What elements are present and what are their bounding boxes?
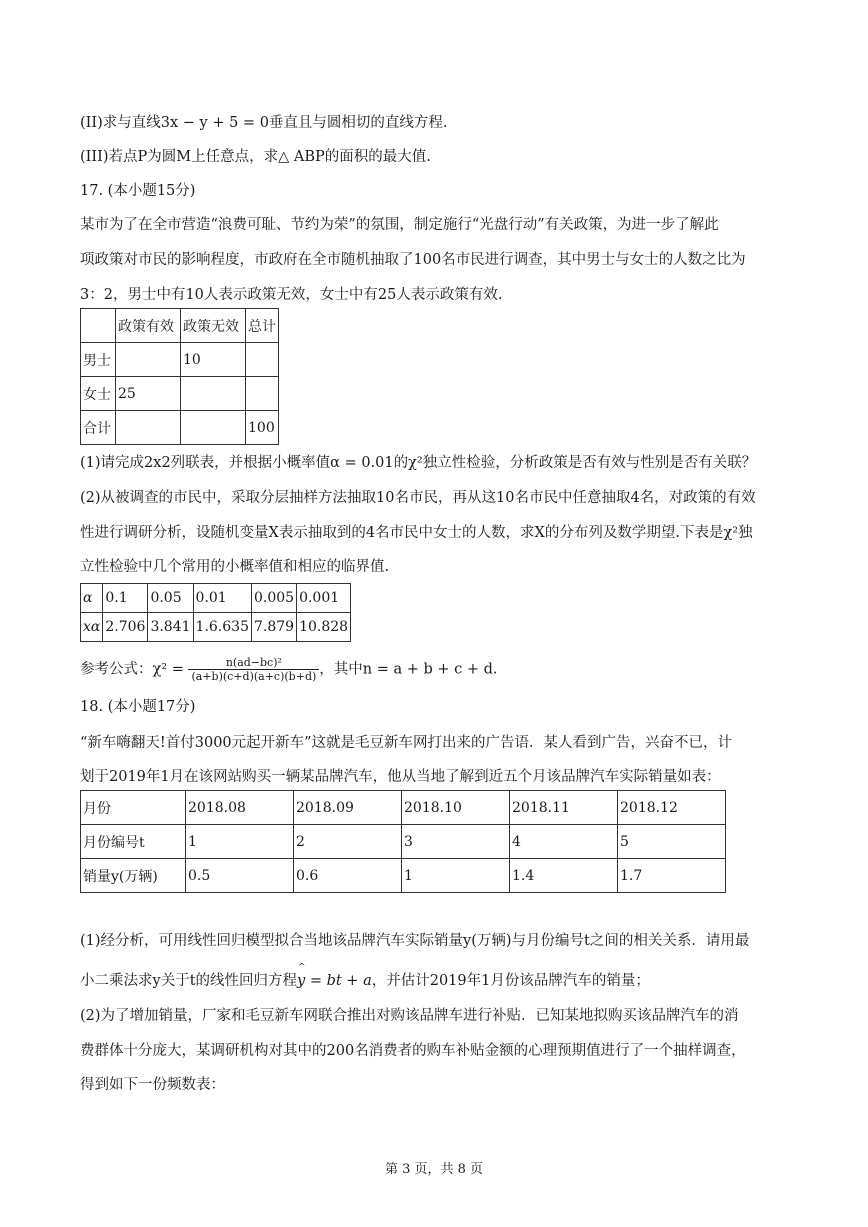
table-cell: 2.706	[103, 613, 148, 642]
table-cell	[81, 309, 116, 343]
table-cell: 1.4	[510, 859, 618, 893]
table-cell: 2018.12	[618, 791, 726, 825]
sub1-text-b: ，并估计2019年1月份该品牌汽车的销量；	[371, 973, 650, 989]
table-row	[81, 584, 351, 613]
table-row	[81, 377, 279, 411]
q17-sub2-line3: 立性检验中几个常用的小概率值和相应的临界值.	[80, 559, 390, 575]
table-cell: 0.001	[297, 584, 351, 613]
table-cell: 月份	[81, 791, 186, 825]
q18-paragraph-line1: “新车嗨翻天!首付3000元起开新车”这就是毛豆新车网打出来的广告语．某人看到广告，兴奋不已，计	[80, 735, 733, 751]
formula-fraction	[188, 656, 319, 683]
table-cell: 100	[246, 411, 279, 445]
table-cell: 0.6	[294, 859, 402, 893]
table-cell: 0.5	[186, 859, 294, 893]
q18-sub2-line1: (2)为了增加销量，厂家和毛豆新车网联合推出对购该品牌车进行补贴．已知某地拟购买该品牌汽车的消	[80, 1008, 739, 1024]
q18-paragraph-line2: 划于2019年1月在该网站购买一辆某品牌汽车，他从当地了解到近五个月该品牌汽车实际销量如表：	[80, 769, 721, 785]
q17-heading: 17. (本小题15分)	[80, 183, 196, 199]
q18-sub1-line1: (1)经分析，可用线性回归模型拟合当地该品牌汽车实际销量y(万辆)与月份编号t之间的相关关系．请用最	[80, 933, 750, 949]
table-cell: 4	[510, 825, 618, 859]
table-row	[81, 859, 726, 893]
contingency-table	[80, 308, 279, 445]
table-cell: 7.879	[251, 613, 296, 642]
table-cell: 5	[618, 825, 726, 859]
sales-table	[80, 790, 726, 893]
table-cell: 25	[116, 377, 181, 411]
table-cell: 2018.08	[186, 791, 294, 825]
q16-part3: (III)若点P为圆M上任意点，求△ ABP的面积的最大值.	[80, 149, 431, 165]
table-cell	[116, 411, 181, 445]
formula-prefix: 参考公式：χ² =	[80, 661, 189, 678]
table-cell: 0.05	[148, 584, 193, 613]
table-cell: 2	[294, 825, 402, 859]
table-cell: 男士	[81, 343, 116, 377]
table-cell: 3	[402, 825, 510, 859]
table-cell: 2018.09	[294, 791, 402, 825]
table-cell: 2018.10	[402, 791, 510, 825]
table-row	[81, 825, 726, 859]
q17-paragraph-line1: 某市为了在全市营造“浪费可耻、节约为荣”的氛围，制定施行“光盘行动”有关政策，为进一步了解此	[80, 217, 719, 233]
table-cell: 月份编号t	[81, 825, 186, 859]
table-cell: 0.005	[251, 584, 296, 613]
q17-sub1: (1)请完成2x2列联表，并根据小概率值α = 0.01的χ²独立性检验，分析政策是否有效与性别是否有关联？	[80, 455, 757, 471]
table-header-row	[81, 309, 279, 343]
table-cell: 政策有效	[116, 309, 181, 343]
page-footer: 第 3 页，共 8 页	[384, 1162, 484, 1177]
q18-heading: 18. (本小题17分)	[80, 699, 196, 715]
table-cell: α	[81, 584, 103, 613]
table-cell	[246, 377, 279, 411]
q18-sub2-line2: 费群体十分庞大，某调研机构对其中的200名消费者的购车补贴金额的心理预期值进行了一个抽样调查，	[80, 1043, 746, 1059]
q17-paragraph-line3: 3：2，男士中有10人表示政策无效，女士中有25人表示政策有效.	[80, 287, 503, 303]
table-cell: 2018.11	[510, 791, 618, 825]
table-cell: 1.6.635	[193, 613, 251, 642]
regression-equation: ^ y = bt + a	[297, 971, 372, 991]
reference-formula	[80, 656, 498, 683]
table-cell	[181, 377, 246, 411]
table-cell: 销量y(万辆)	[81, 859, 186, 893]
table-row	[81, 791, 726, 825]
q17-paragraph-line2: 项政策对市民的影响程度，市政府在全市随机抽取了100名市民进行调查，其中男士与女士的人数之比为	[80, 252, 746, 268]
formula-numerator: n(ad−bc)²	[188, 656, 319, 670]
table-cell: 1.7	[618, 859, 726, 893]
table-cell: 女士	[81, 377, 116, 411]
q17-sub2-line1: (2)从被调查的市民中，采取分层抽样方法抽取10名市民，再从这10名市民中任意抽取4名，对政策的有效	[80, 490, 756, 506]
table-cell: xα	[81, 613, 103, 642]
formula-denominator: (a+b)(c+d)(a+c)(b+d)	[191, 670, 317, 683]
table-row	[81, 613, 351, 642]
q18-sub2-line3: 得到如下一份频数表：	[80, 1077, 225, 1093]
table-cell: 1	[402, 859, 510, 893]
sub1-text-a: 小二乘法求y关于t的线性回归方程	[80, 973, 298, 989]
table-cell: 1	[186, 825, 294, 859]
table-cell: 合计	[81, 411, 116, 445]
table-cell: 0.1	[103, 584, 148, 613]
table-row	[81, 343, 279, 377]
table-cell: 0.01	[193, 584, 251, 613]
table-cell: 总计	[246, 309, 279, 343]
table-cell: 10	[181, 343, 246, 377]
table-cell: 10.828	[297, 613, 351, 642]
table-cell	[116, 343, 181, 377]
critical-value-table	[80, 583, 351, 642]
table-cell	[181, 411, 246, 445]
table-cell	[246, 343, 279, 377]
q16-part2: (II)求与直线3x − y + 5 = 0垂直且与圆相切的直线方程.	[80, 115, 448, 131]
table-cell: 3.841	[148, 613, 193, 642]
q17-sub2-line2: 性进行调研分析，设随机变量X表示抽取到的4名市民中女士的人数，求X的分布列及数学期望.下表是χ²独	[80, 525, 753, 541]
table-cell: 政策无效	[181, 309, 246, 343]
q18-sub1-line2	[80, 971, 650, 991]
formula-suffix: ，其中n = a + b + c + d.	[319, 661, 498, 678]
table-row	[81, 411, 279, 445]
